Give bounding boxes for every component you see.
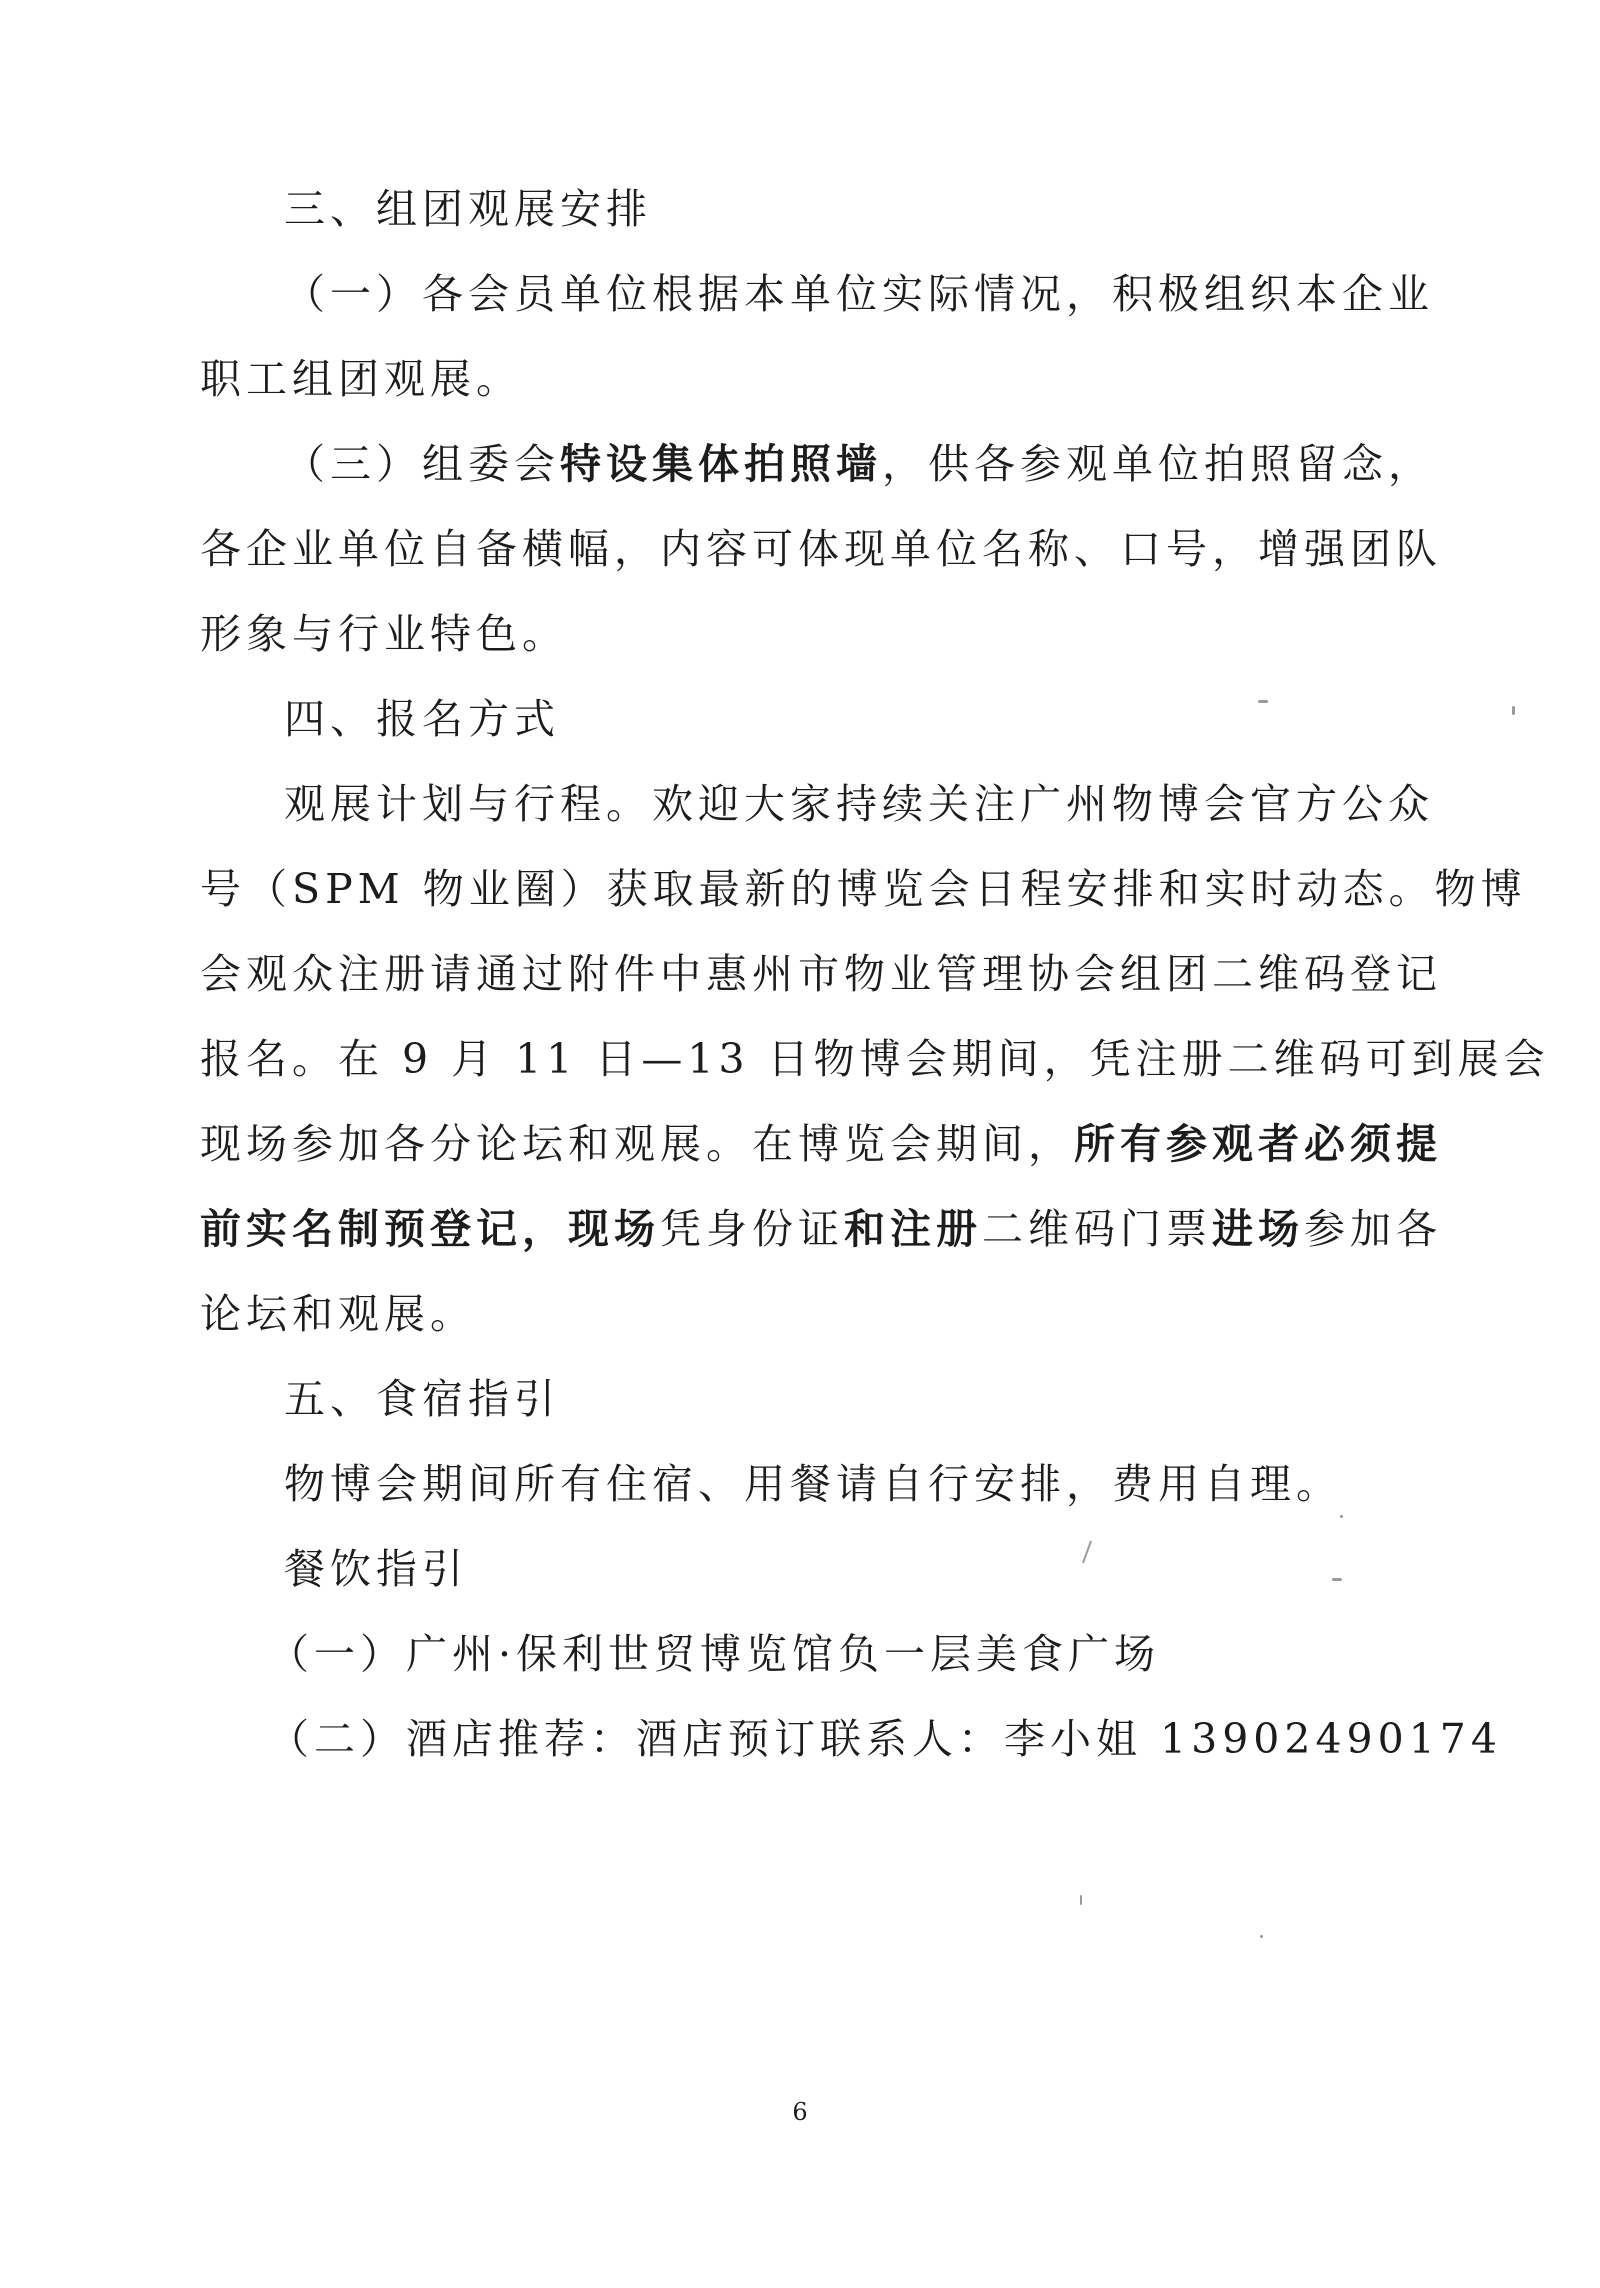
text-run: 参加各	[1304, 1205, 1442, 1253]
section-3-item-1-line-1: （一）各会员单位根据本单位实际情况，积极组织本企业	[284, 270, 1434, 318]
section-4-line-1: 观展计划与行程。欢迎大家持续关注广州物博会官方公众	[284, 780, 1434, 828]
section-5-heading: 五、食宿指引	[284, 1375, 560, 1423]
section-4-line-4: 报名。在 9 月 11 日—13 日物博会期间，凭注册二维码可到展会	[200, 1035, 1550, 1083]
section-3-item-3-line-3: 形象与行业特色。	[200, 610, 568, 658]
section-4-line-7: 论坛和观展。	[200, 1290, 476, 1338]
section-5-item-1: （一）广州·保利世贸博览馆负一层美食广场	[268, 1630, 1161, 1678]
scan-speck	[1080, 1895, 1082, 1905]
bold-text: 前实名制预登记，现场	[200, 1205, 660, 1253]
scan-speck	[1340, 1515, 1343, 1518]
text-run: 二维码门票	[982, 1205, 1212, 1253]
section-3-item-3-line-2: 各企业单位自备横幅，内容可体现单位名称、口号，增强团队	[200, 525, 1442, 573]
bold-text: 特设集体拍照墙	[560, 440, 882, 488]
scan-speck	[1258, 700, 1268, 703]
section-4-line-3: 会观众注册请通过附件中惠州市物业管理协会组团二维码登记	[200, 950, 1442, 998]
section-5-line-1: 物博会期间所有住宿、用餐请自行安排，费用自理。	[284, 1460, 1342, 1508]
section-4-line-5	[200, 1115, 1442, 1173]
text-run: 现场参加各分论坛和观展。在博览会期间，	[200, 1120, 1074, 1168]
scan-speck	[1332, 1578, 1342, 1581]
section-3-item-1-line-2: 职工组团观展。	[200, 355, 522, 403]
section-5-item-2: （二）酒店推荐：酒店预订联系人：李小姐 13902490174	[268, 1715, 1502, 1763]
text-run: 凭身份证	[660, 1205, 844, 1253]
section-3-heading: 三、组团观展安排	[284, 185, 652, 233]
bold-text: 所有参观者必须提	[1074, 1120, 1442, 1168]
section-3-item-3-line-1	[284, 435, 1434, 493]
page-number: 6	[792, 2098, 808, 2126]
section-4-line-6	[200, 1200, 1442, 1258]
text-run: （三）组委会	[284, 440, 560, 488]
section-4-heading: 四、报名方式	[284, 695, 560, 743]
text-run: ，供各参观单位拍照留念，	[882, 440, 1434, 488]
section-5-subheading: 餐饮指引	[284, 1545, 468, 1593]
section-4-line-2: 号（SPM 物业圈）获取最新的博览会日程安排和实时动态。物博	[200, 865, 1527, 913]
scan-speck	[1512, 706, 1515, 715]
bold-text: 进场	[1212, 1205, 1304, 1253]
bold-text: 和注册	[844, 1205, 982, 1253]
scan-speck	[1260, 1935, 1263, 1938]
